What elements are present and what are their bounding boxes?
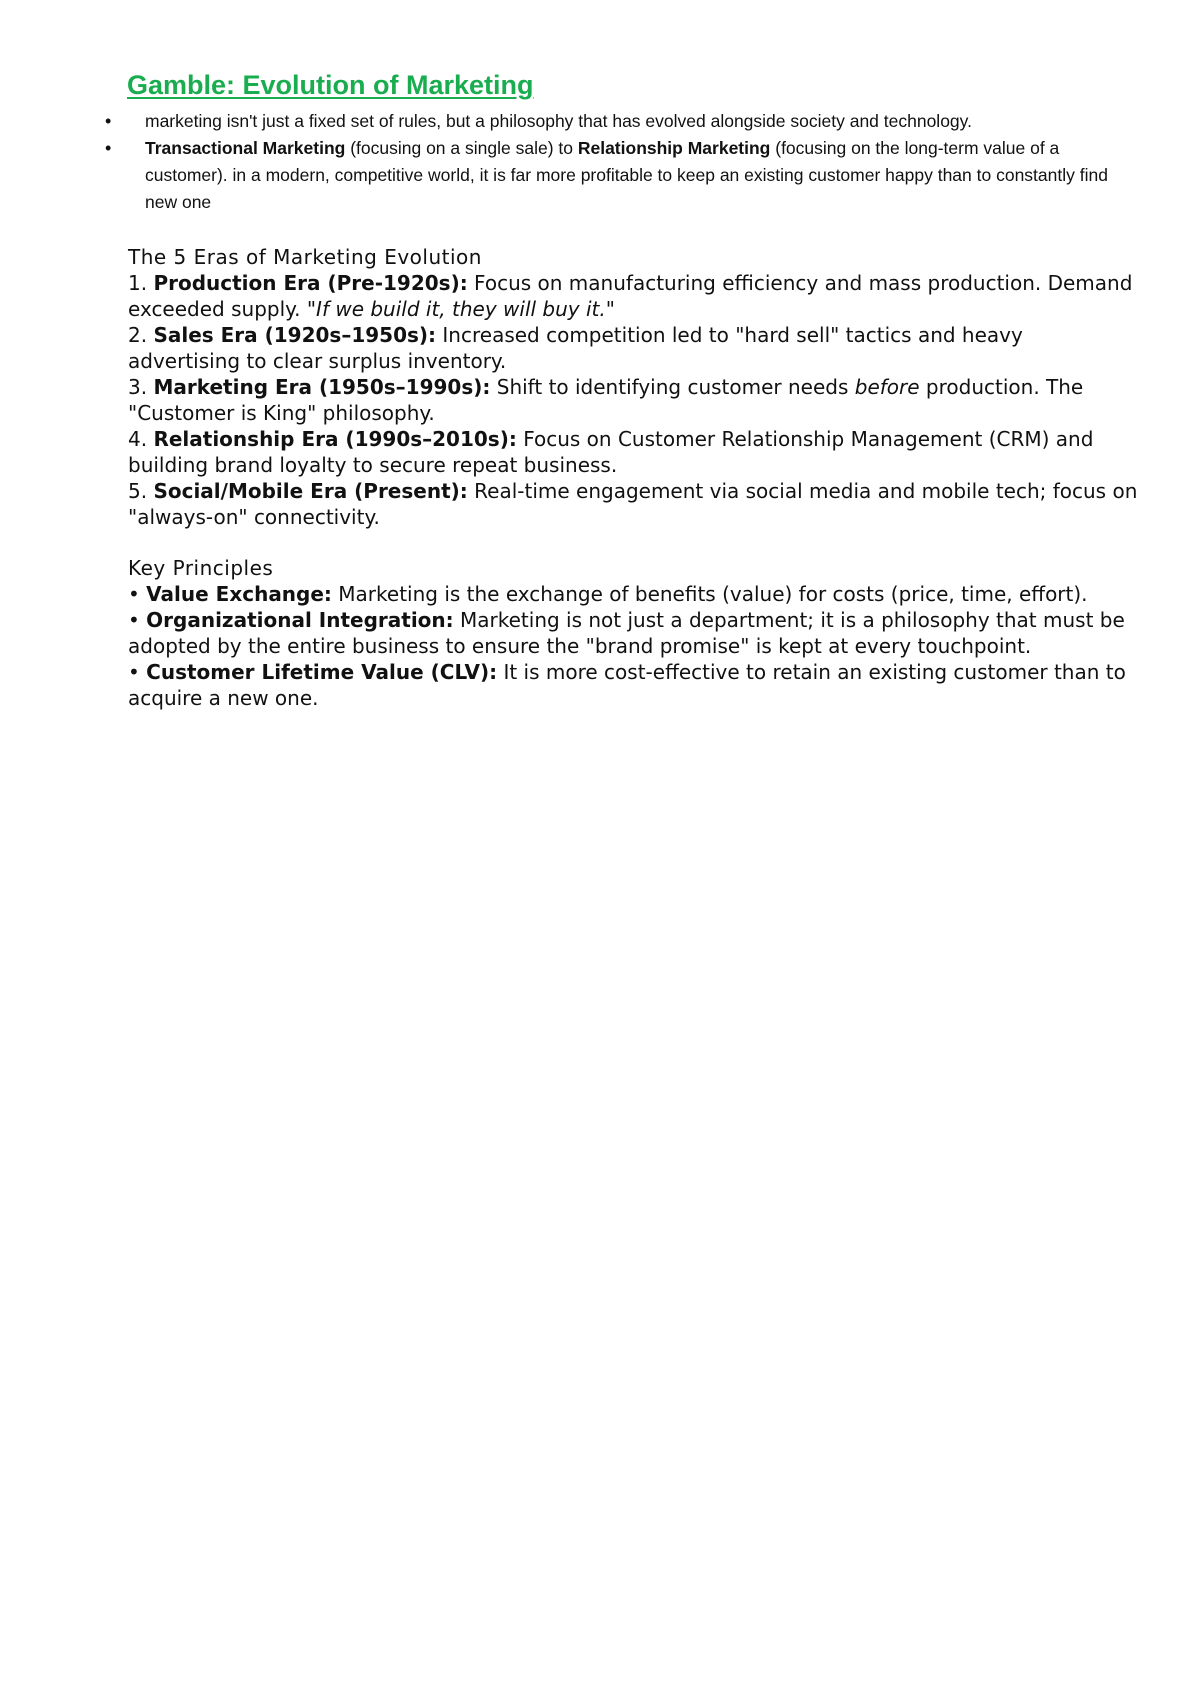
principle-bullet: • <box>128 608 147 632</box>
era-text-after: production. The "Customer is King" philosophy. <box>128 375 1084 425</box>
era-item-sales <box>128 322 1138 374</box>
principle-text: It is more cost-effective to retain an existing customer than to acquire a new one. <box>128 660 1126 710</box>
era-term: Production Era (Pre-1920s): <box>153 271 468 295</box>
era-term: Marketing Era (1950s–1990s): <box>153 375 491 399</box>
intro-bullet-text: (focusing on a single sale) to <box>345 138 578 158</box>
era-item-production <box>128 270 1138 322</box>
era-text: Shift to identifying customer needs <box>490 375 855 399</box>
era-number: 5. <box>128 479 154 503</box>
intro-bullet-list <box>100 108 1130 216</box>
era-quote: If we build it, they will buy it. <box>316 297 606 321</box>
principle-item-organizational-integration <box>128 607 1138 659</box>
eras-section <box>128 244 1138 530</box>
eras-heading: The 5 Eras of Marketing Evolution <box>128 245 482 269</box>
intro-bullet-2 <box>100 135 1130 216</box>
principle-bullet: • <box>128 582 147 606</box>
term-relationship-marketing: Relationship Marketing <box>577 138 771 158</box>
era-text: Real-time engagement via social media and mobile tech; focus on "always-on" connectivity. <box>128 479 1138 529</box>
principle-item-value-exchange <box>128 581 1138 607</box>
era-text: Increased competition led to "hard sell" tactics and heavy advertising to clear surplus inventory. <box>128 323 1023 373</box>
era-term: Relationship Era (1990s–2010s): <box>153 427 517 451</box>
era-item-relationship <box>128 426 1138 478</box>
principle-text: Marketing is not just a department; it is a philosophy that must be adopted by the entire business to ensure the "brand promise" is kept at every touchpoint. <box>128 608 1125 658</box>
document-title: Gamble: Evolution of Marketing <box>127 70 534 100</box>
era-emphasis: before <box>854 375 920 399</box>
intro-bullet-1 <box>100 108 1130 135</box>
era-number: 1. <box>128 271 154 295</box>
principle-bullet: • <box>128 660 147 684</box>
era-item-marketing <box>128 374 1138 426</box>
intro-bullet-text: marketing isn't just a fixed set of rules, but a philosophy that has evolved alongside society and technology. <box>145 111 972 131</box>
era-text: Focus on Customer Relationship Management (CRM) and building brand loyalty to secure repeat business. <box>128 427 1094 477</box>
principle-term: Organizational Integration: <box>146 608 454 632</box>
era-term: Sales Era (1920s–1950s): <box>153 323 437 347</box>
era-term: Social/Mobile Era (Present): <box>153 479 468 503</box>
era-number: 3. <box>128 375 154 399</box>
era-item-social-mobile <box>128 478 1138 530</box>
bullet-dot-icon: • <box>105 111 112 131</box>
principle-item-clv <box>128 659 1138 711</box>
principle-term: Customer Lifetime Value (CLV): <box>146 660 498 684</box>
era-number: 2. <box>128 323 154 347</box>
intro-bullet-text: (focusing on the long-term value of a customer). in a modern, competitive world, it is far more profitable to keep an existing customer happy than to constantly find new one <box>145 138 1108 212</box>
principles-section <box>128 555 1138 711</box>
era-text: Focus on manufacturing efficiency and mass production. Demand exceeded supply. " <box>128 271 1133 321</box>
era-number: 4. <box>128 427 154 451</box>
term-transactional-marketing: Transactional Marketing <box>145 138 346 158</box>
era-text-after: " <box>605 297 615 321</box>
bullet-dot-icon: • <box>105 138 112 158</box>
principle-text: Marketing is the exchange of benefits (value) for costs (price, time, effort). <box>331 582 1088 606</box>
principles-heading: Key Principles <box>128 556 274 580</box>
principle-term: Value Exchange: <box>146 582 332 606</box>
